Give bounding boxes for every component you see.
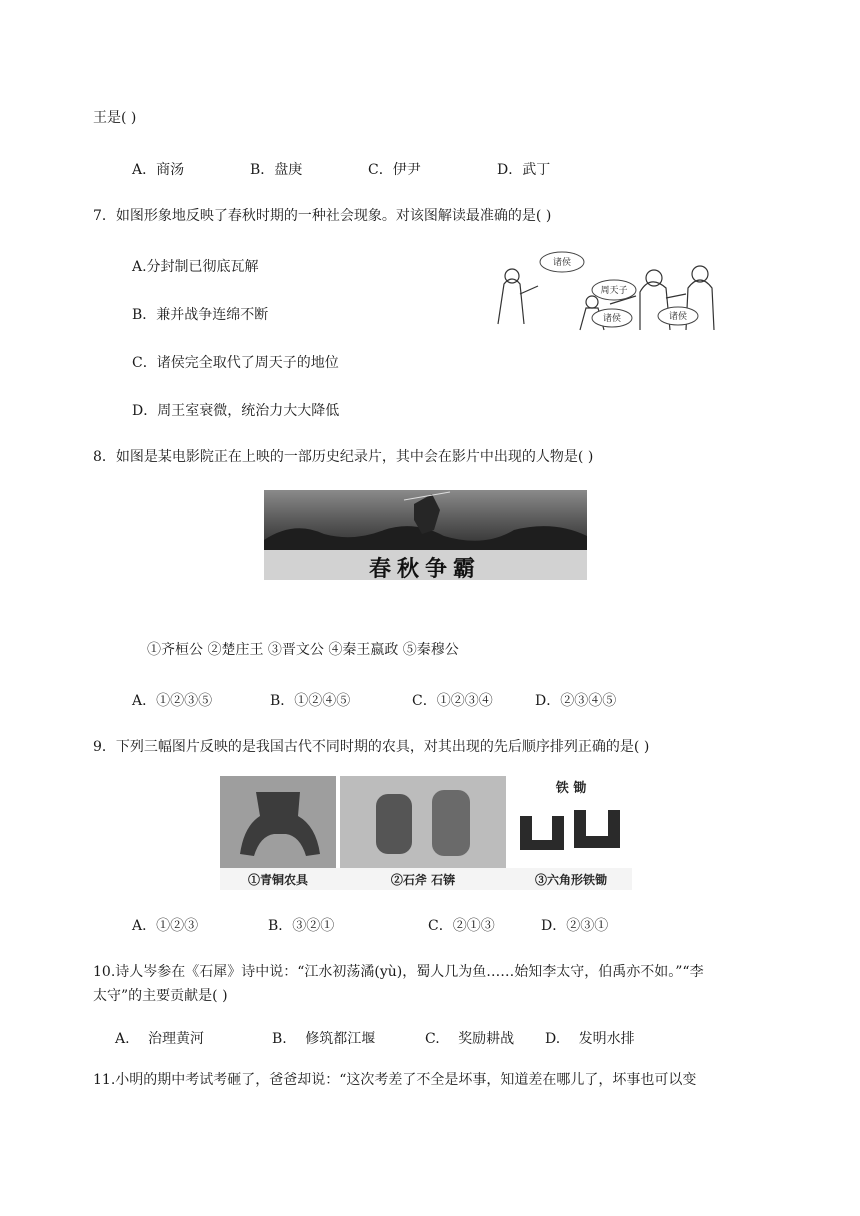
q6-stem-tail: 王是( ) (93, 110, 137, 126)
q9-option-b[interactable]: B．③②① (268, 918, 335, 934)
q10-stem-line2: 太守”的主要贡献是( ) (93, 988, 228, 1004)
cartoon-label-1: 诸侯 (552, 258, 572, 268)
q8-stem: 8．如图是某电影院正在上映的一部历史纪录片，其中会在影片中出现的人物是( ) (93, 449, 594, 465)
q6-option-a[interactable]: A．商汤 (132, 162, 185, 178)
q8-figures-list: ①齐桓公 ②楚庄王 ③晋文公 ④秦王嬴政 ⑤秦穆公 (147, 642, 459, 658)
q8-option-d[interactable]: D．②③④⑤ (535, 693, 617, 709)
q9-caption-1: ①青铜农具 (247, 873, 309, 887)
q9-option-d[interactable]: D．②③① (541, 918, 609, 934)
q8-option-a[interactable]: A．①②③⑤ (132, 693, 213, 709)
poster-title: 春秋争霸 (368, 556, 482, 580)
q10-option-a[interactable]: A. 治理黄河 (115, 1031, 205, 1047)
q10-option-b[interactable]: B. 修筑都江堰 (272, 1031, 376, 1047)
q9-option-a[interactable]: A．①②③ (132, 918, 199, 934)
q7-cartoon-image (490, 244, 722, 332)
q10-option-d[interactable]: D. 发明水排 (545, 1031, 635, 1047)
q7-stem: 7．如图形象地反映了春秋时期的一种社会现象。对该图解读最准确的是( ) (93, 208, 552, 224)
q9-tools-image (220, 776, 632, 890)
iron-hoe-label: 铁 锄 (555, 781, 587, 796)
q6-option-b[interactable]: B．盘庚 (250, 162, 303, 178)
cartoon-label-2: 周天子 (600, 286, 628, 296)
q6-option-c[interactable]: C．伊尹 (368, 162, 421, 178)
q8-option-b[interactable]: B．①②④⑤ (270, 693, 351, 709)
cartoon-label-4: 诸侯 (668, 312, 688, 322)
q7-option-d[interactable]: D．周王室衰微，统治力大大降低 (132, 403, 340, 419)
q9-caption-3: ③六角形铁锄 (534, 873, 608, 887)
q6-option-d[interactable]: D．武丁 (497, 162, 551, 178)
q8-option-c[interactable]: C．①②③④ (412, 693, 493, 709)
q7-option-c[interactable]: C．诸侯完全取代了周天子的地位 (132, 355, 339, 371)
q7-option-a[interactable]: A.分封制已彻底瓦解 (132, 259, 259, 275)
q10-stem-line1: 10.诗人岑参在《石犀》诗中说：“江水初荡潏(yù)，蜀人几为鱼……始知李太守，伯禹亦不如。”“李 (93, 964, 704, 980)
q8-poster-image (264, 490, 587, 580)
q9-option-c[interactable]: C．②①③ (428, 918, 495, 934)
q9-stem: 9．下列三幅图片反映的是我国古代不同时期的农具，对其出现的先后顺序排列正确的是( ) (93, 739, 650, 755)
q7-option-b[interactable]: B．兼并战争连绵不断 (132, 307, 269, 323)
q10-option-c[interactable]: C. 奖励耕战 (425, 1031, 515, 1047)
q11-stem-line1: 11.小明的期中考试考砸了，爸爸却说：“这次考差了不全是坏事，知道差在哪儿了，坏事也可以变 (93, 1072, 697, 1088)
q9-caption-2: ②石斧 石锛 (390, 873, 456, 887)
cartoon-label-3: 诸侯 (602, 314, 622, 324)
